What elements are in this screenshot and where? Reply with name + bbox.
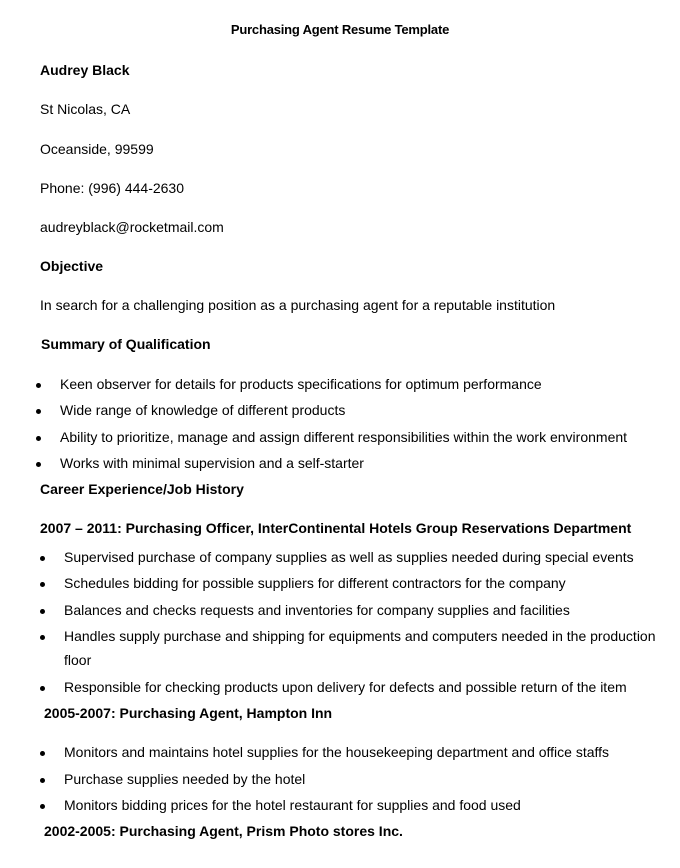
summary-heading: Summary of Qualification <box>41 336 211 352</box>
list-item <box>60 402 345 418</box>
list-item <box>64 575 566 591</box>
list-item-text: Ability to prioritize, manage and assign different responsibilities within the work environment <box>60 429 628 445</box>
document-title: Purchasing Agent Resume Template <box>230 22 450 37</box>
list-item-text: Handles supply purchase and shipping for equipments and computers needed in the production <box>64 628 656 644</box>
bullet-icon <box>36 436 41 441</box>
list-item-text: Keen observer for details for products specifications for optimum performance <box>60 376 542 392</box>
career-heading: Career Experience/Job History <box>40 481 244 497</box>
bullet-icon <box>40 804 45 809</box>
bullet-icon <box>40 582 45 587</box>
email: audreyblack@rocketmail.com <box>40 219 224 235</box>
list-item <box>64 771 305 787</box>
list-item <box>60 455 364 471</box>
job-title: 2007 – 2011: Purchasing Officer, InterContinental Hotels Group Reservations Department <box>40 520 632 536</box>
objective-text: In search for a challenging position as a purchasing agent for a reputable institution <box>40 297 556 313</box>
list-item-text: Monitors bidding prices for the hotel restaurant for supplies and food used <box>64 797 521 813</box>
bullet-icon <box>36 409 41 414</box>
bullet-icon <box>40 686 45 691</box>
bullet-icon <box>36 383 41 388</box>
list-item-text: Supervised purchase of company supplies as well as supplies needed during special events <box>64 549 634 565</box>
list-item-text: Responsible for checking products upon delivery for defects and possible return of the item <box>64 679 627 695</box>
job-title: 2002-2005: Purchasing Agent, Prism Photo stores Inc. <box>44 823 403 839</box>
bullet-icon <box>40 635 45 640</box>
list-item <box>60 376 542 392</box>
bullet-icon <box>40 778 45 783</box>
list-item <box>64 744 609 760</box>
list-item <box>64 549 634 565</box>
list-item-text: Monitors and maintains hotel supplies for the housekeeping department and office staffs <box>64 744 610 760</box>
bullet-icon <box>40 751 45 756</box>
list-item <box>64 797 521 813</box>
job-title: 2005-2007: Purchasing Agent, Hampton Inn <box>44 705 333 721</box>
list-item <box>60 429 627 445</box>
bullet-icon <box>40 609 45 614</box>
phone: Phone: (996) 444-2630 <box>40 180 184 196</box>
list-item-text: Wide range of knowledge of different products <box>60 402 346 418</box>
list-item-continuation: floor <box>64 652 92 668</box>
candidate-name: Audrey Black <box>40 62 130 78</box>
list-item <box>64 602 570 618</box>
list-item <box>64 679 627 695</box>
bullet-icon <box>40 556 45 561</box>
list-item <box>64 628 656 644</box>
list-item-text: Works with minimal supervision and a self-starter <box>60 455 364 471</box>
list-item-text: Schedules bidding for possible suppliers for different contractors for the company <box>64 575 566 591</box>
list-item-text: Purchase supplies needed by the hotel <box>64 771 306 787</box>
list-item-text: Balances and checks requests and inventories for company supplies and facilities <box>64 602 570 618</box>
bullet-icon <box>36 462 41 467</box>
address-line-2: Oceanside, 99599 <box>40 141 154 157</box>
address-line-1: St Nicolas, CA <box>40 101 131 117</box>
objective-heading: Objective <box>40 258 104 274</box>
